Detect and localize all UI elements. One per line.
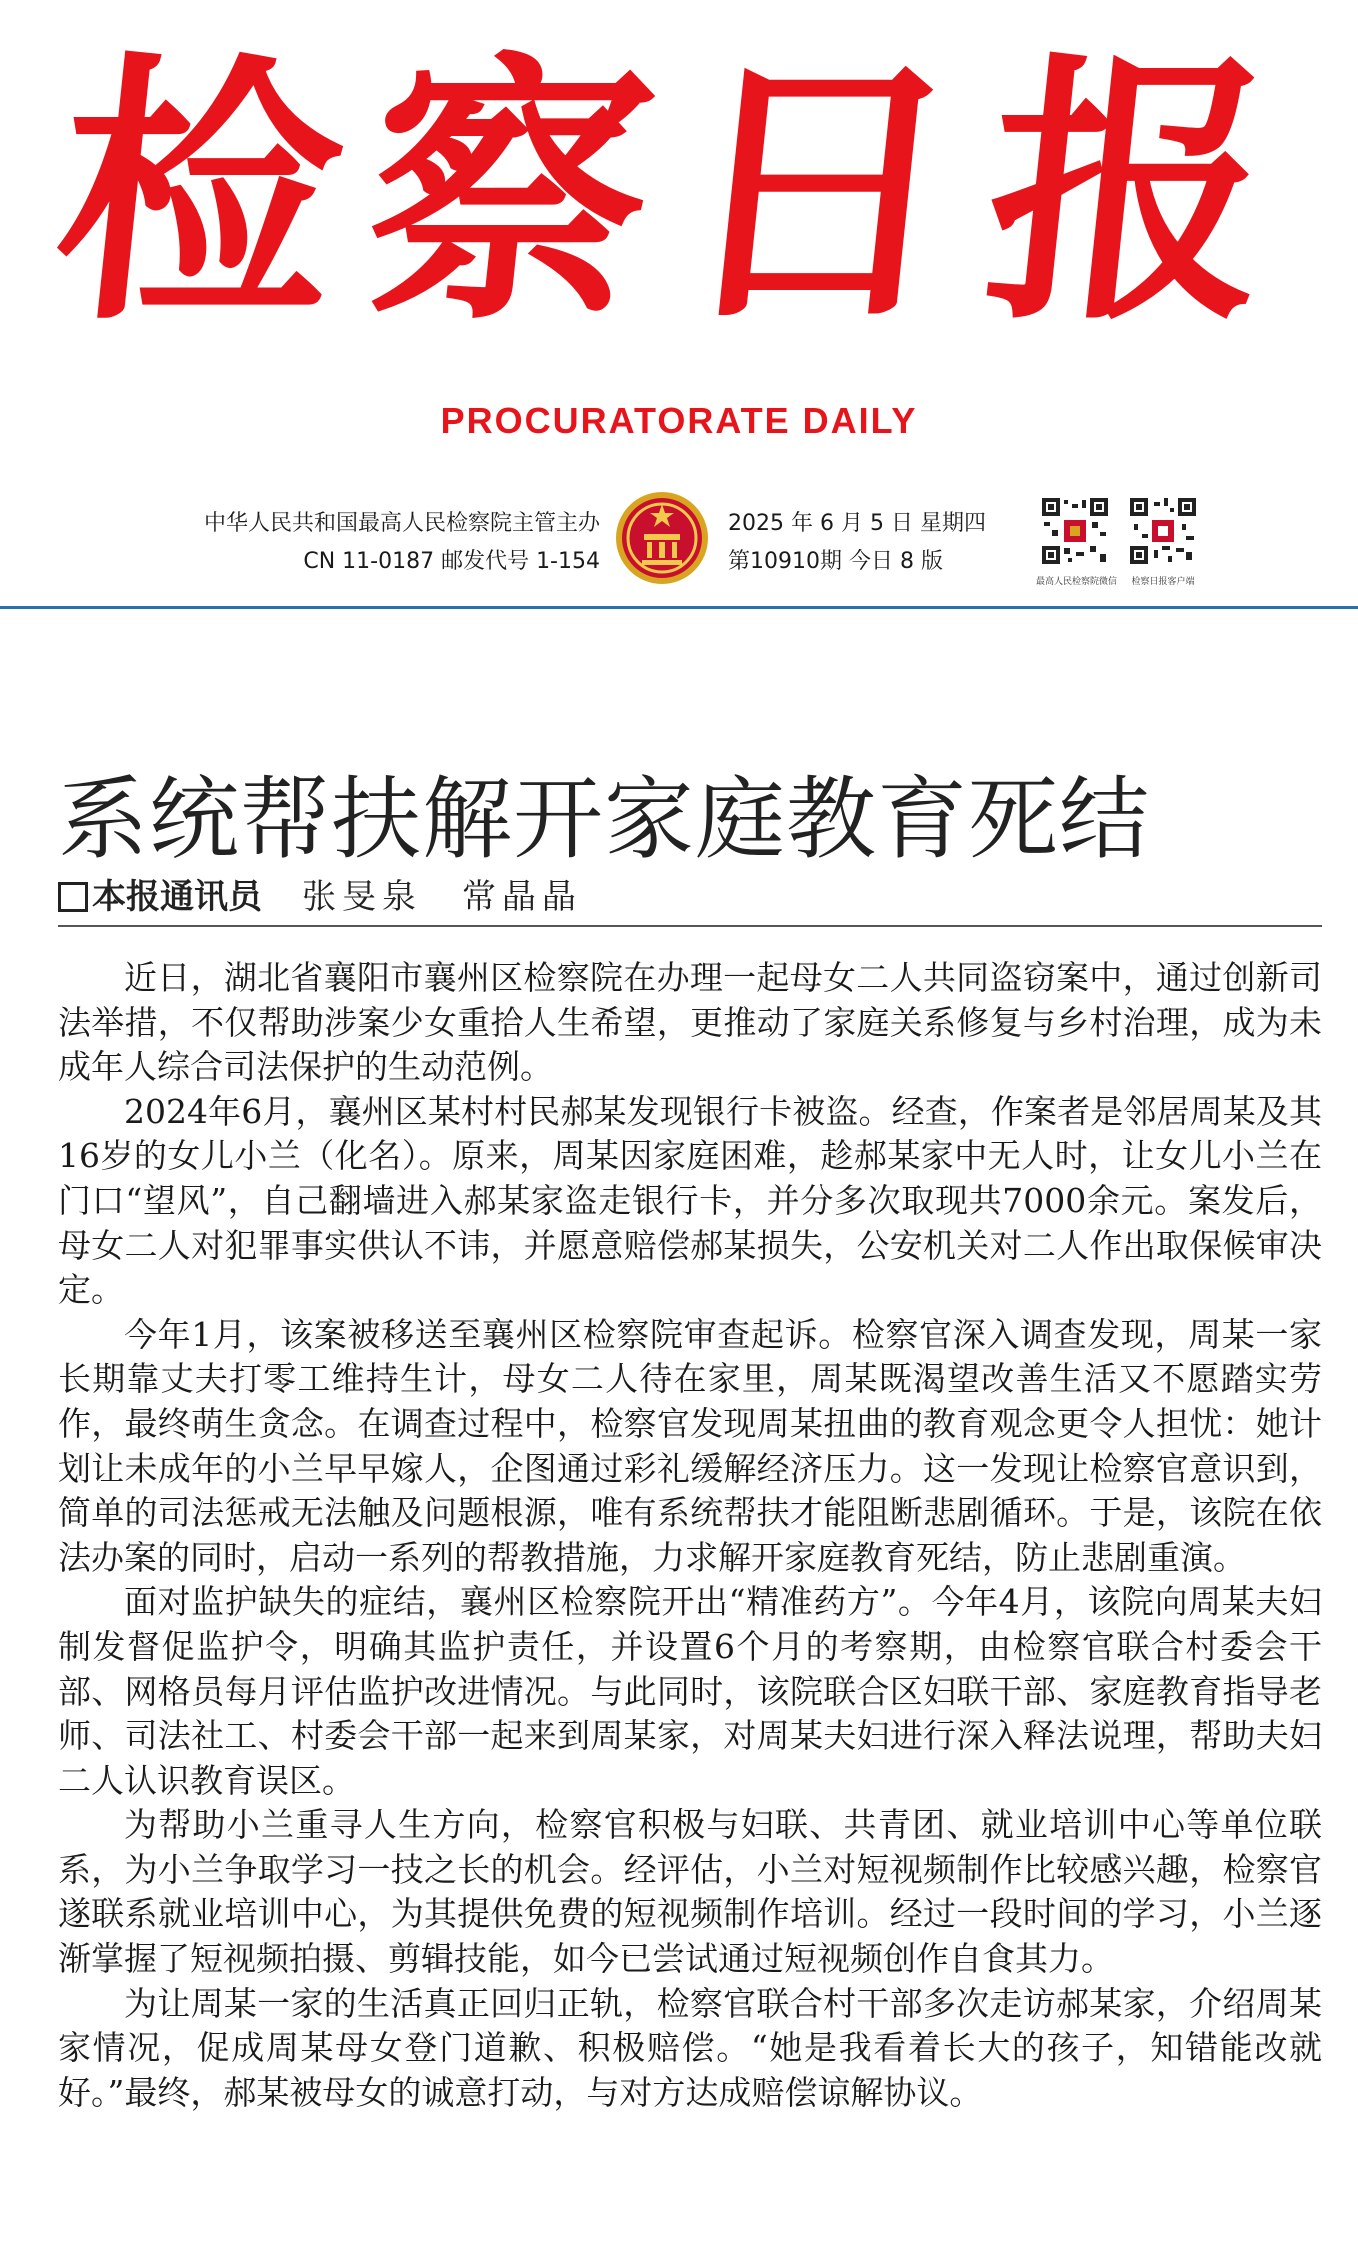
masthead-divider: [0, 606, 1358, 609]
masthead: [0, 0, 1358, 610]
article-body: [58, 956, 1322, 2115]
qr-label-wechat: 最高人民检察院微信: [1036, 577, 1118, 587]
qr-code-icon: [1040, 496, 1110, 566]
article-paragraph: 面对监护缺失的症结，襄州区检察院开出“精准药方”。今年4月，该院向周某夫妇制发督促监护令，明确其监护责任，并设置6个月的考察期，由检察官联合村委会干部、网格员每月评估监护改进情况。与此同时，该院联合区妇联干部、家庭教育指导老师、司法社工、村委会干部一起来到周某家，对周某夫妇进行深入释法说理，帮助夫妇二人认识教育误区。: [58, 1582, 1322, 1800]
masthead-english-title: PROCURATORATE DAILY: [440, 400, 918, 441]
qr-label-client: 检察日报客户端: [1131, 577, 1195, 587]
article-paragraph: 为让周某一家的生活真正回归正轨，检察官联合村干部多次走访郝某家，介绍周某家情况，促成周某母女登门道歉、积极赔偿。“她是我看着长大的孩子，知错能改就好。”最终，郝某被母女的诚意打动，与对方达成赔偿谅解协议。: [58, 1983, 1322, 2112]
issue-number: 第10910期 今日 8 版: [728, 549, 943, 574]
article-paragraph: 今年1月，该案被移送至襄州区检察院审查起诉。检察官深入调查发现，周某一家长期靠丈夫打零工维持生计，母女二人待在家里，周某既渴望改善生活又不愿踏实劳作，最终萌生贪念。在调查过程中，检察官发现周某扭曲的教育观念更令人担忧：她计划让未成年的小兰早早嫁人，企图通过彩礼缓解经济压力。这一发现让检察官意识到，简单的司法惩戒无法触及问题根源，唯有系统帮扶才能阻断悲剧循环。于是，该院在依法办案的同时，启动一系列的帮教措施，力求解开家庭教育死结，防止悲剧重演。: [58, 1314, 1322, 1577]
author-name: 张旻泉: [302, 877, 422, 917]
procuratorate-emblem-icon: [614, 490, 710, 586]
qr-code-client[interactable]: [1124, 496, 1202, 587]
byline-label: 本报通讯员: [92, 877, 262, 917]
byline-rule: [58, 925, 1322, 927]
article-paragraph: 2024年6月，襄州区某村村民郝某发现银行卡被盗。经查，作案者是邻居周某及其16岁的女儿小兰（化名）。原来，周某因家庭困难，趁郝某家中无人时，让女儿小兰在门口“望风”，自己翻墙进入郝某家盗走银行卡，并分多次取现共7000余元。案发后，母女二人对犯罪事实供认不讳，并愿意赔偿郝某损失，公安机关对二人作出取保候审决定。: [58, 1091, 1322, 1310]
article-byline: [58, 872, 1318, 922]
qr-code-icon: [1128, 496, 1198, 566]
byline-box-icon: [58, 882, 88, 912]
publication-info-left: [110, 505, 600, 581]
sponsor-text: 中华人民共和国最高人民检察院主管主办: [203, 511, 600, 536]
issue-date: 2025 年 6 月 5 日 星期四: [728, 511, 986, 536]
article-paragraph: 近日，湖北省襄阳市襄州区检察院在办理一起母女二人共同盗窃案中，通过创新司法举措，不仅帮助涉案少女重拾人生希望，更推动了家庭关系修复与乡村治理，成为未成年人综合司法保护的生动范例。: [58, 958, 1322, 1087]
registration-text: CN 11-0187 邮发代号 1-154: [303, 549, 600, 574]
qr-code-wechat[interactable]: [1036, 496, 1118, 587]
publication-info-right: [728, 505, 1048, 581]
author-name: 常晶晶: [462, 877, 582, 917]
article-headline: 系统帮扶解开家庭教育死结: [58, 767, 1150, 873]
masthead-title: 检察日报: [41, 32, 1317, 358]
article-paragraph: 为帮助小兰重寻人生方向，检察官积极与妇联、共青团、就业培训中心等单位联系，为小兰争取学习一技之长的机会。经评估，小兰对短视频制作比较感兴趣，检察官遂联系就业培训中心，为其提供免费的短视频制作培训。经过一段时间的学习，小兰逐渐掌握了短视频拍摄、剪辑技能，如今已尝试通过短视频创作自食其力。: [58, 1805, 1322, 1979]
